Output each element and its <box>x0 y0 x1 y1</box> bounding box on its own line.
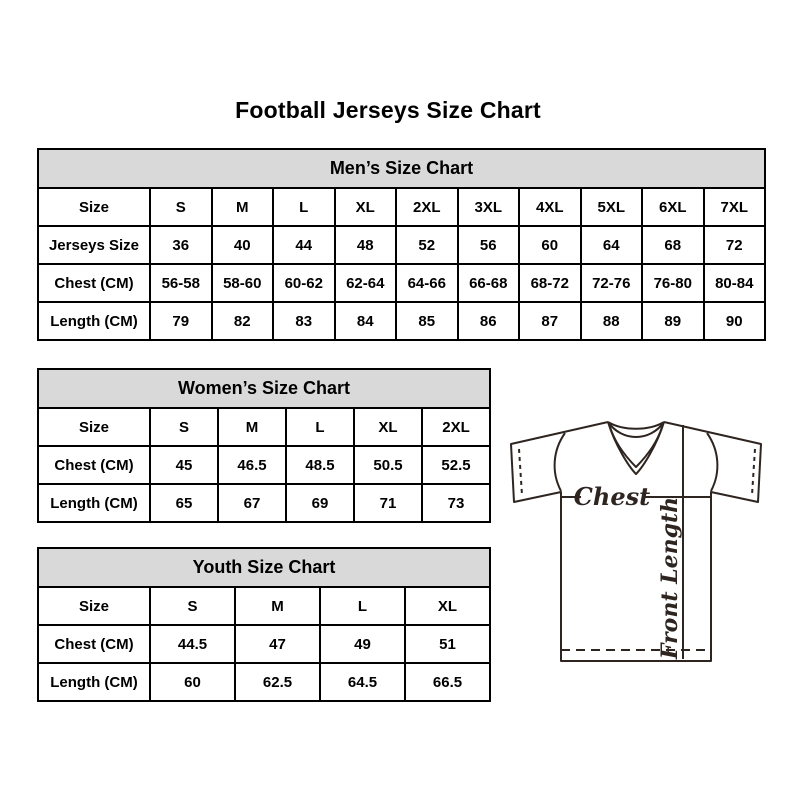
table-row <box>38 226 765 264</box>
value-cell: 47 <box>235 625 320 663</box>
value-cell: 64.5 <box>320 663 405 701</box>
value-cell: M <box>235 587 320 625</box>
value-cell: 58-60 <box>212 264 274 302</box>
value-cell: 76-80 <box>642 264 704 302</box>
value-cell: 71 <box>354 484 422 522</box>
value-cell: 56 <box>458 226 520 264</box>
value-cell: 48 <box>335 226 397 264</box>
left-armhole-seam <box>555 433 565 491</box>
value-cell: 84 <box>335 302 397 340</box>
value-cell: 48.5 <box>286 446 354 484</box>
youth-table-title: Youth Size Chart <box>38 548 490 587</box>
jersey-outline <box>511 422 761 661</box>
value-cell: S <box>150 188 212 226</box>
chest-measure-label: Chest <box>573 482 651 511</box>
value-cell: 6XL <box>642 188 704 226</box>
right-cuff-stitch-line <box>752 449 755 495</box>
table-row <box>38 408 490 446</box>
value-cell: 7XL <box>704 188 766 226</box>
value-cell: 52.5 <box>422 446 490 484</box>
value-cell: 60-62 <box>273 264 335 302</box>
value-cell: L <box>273 188 335 226</box>
left-cuff-stitch-line <box>519 449 522 495</box>
value-cell: 64 <box>581 226 643 264</box>
value-cell: 67 <box>218 484 286 522</box>
table-row <box>38 663 490 701</box>
value-cell: 2XL <box>396 188 458 226</box>
row-label-cell: Size <box>38 188 150 226</box>
value-cell: 68-72 <box>519 264 581 302</box>
table-row <box>38 484 490 522</box>
value-cell: 85 <box>396 302 458 340</box>
value-cell: 52 <box>396 226 458 264</box>
collar-back-arc <box>608 422 664 429</box>
value-cell: 36 <box>150 226 212 264</box>
value-cell: XL <box>405 587 490 625</box>
row-label-cell: Chest (CM) <box>38 264 150 302</box>
value-cell: 46.5 <box>218 446 286 484</box>
row-label-cell: Size <box>38 408 150 446</box>
value-cell: 44 <box>273 226 335 264</box>
value-cell: 62.5 <box>235 663 320 701</box>
value-cell: 83 <box>273 302 335 340</box>
value-cell: 90 <box>704 302 766 340</box>
youth-size-table <box>37 547 491 702</box>
value-cell: 51 <box>405 625 490 663</box>
value-cell: 72-76 <box>581 264 643 302</box>
value-cell: 82 <box>212 302 274 340</box>
value-cell: 89 <box>642 302 704 340</box>
jersey-measurement-diagram <box>503 410 771 668</box>
row-label-cell: Size <box>38 587 150 625</box>
value-cell: XL <box>335 188 397 226</box>
row-label-cell: Length (CM) <box>38 663 150 701</box>
table-row <box>38 188 765 226</box>
value-cell: 80-84 <box>704 264 766 302</box>
table-row <box>38 625 490 663</box>
value-cell: 66.5 <box>405 663 490 701</box>
mens-table-title: Men’s Size Chart <box>38 149 765 188</box>
value-cell: S <box>150 408 218 446</box>
row-label-cell: Length (CM) <box>38 302 150 340</box>
value-cell: 65 <box>150 484 218 522</box>
value-cell: 66-68 <box>458 264 520 302</box>
row-label-cell: Chest (CM) <box>38 625 150 663</box>
right-armhole-seam <box>707 433 717 491</box>
value-cell: 60 <box>519 226 581 264</box>
value-cell: M <box>218 408 286 446</box>
table-row <box>38 302 765 340</box>
table-row <box>38 446 490 484</box>
value-cell: 49 <box>320 625 405 663</box>
value-cell: 4XL <box>519 188 581 226</box>
value-cell: 3XL <box>458 188 520 226</box>
value-cell: XL <box>354 408 422 446</box>
value-cell: 72 <box>704 226 766 264</box>
table-row <box>38 587 490 625</box>
value-cell: 5XL <box>581 188 643 226</box>
womens-table-title: Women’s Size Chart <box>38 369 490 408</box>
womens-size-table <box>37 368 491 523</box>
value-cell: 73 <box>422 484 490 522</box>
row-label-cell: Chest (CM) <box>38 446 150 484</box>
value-cell: 62-64 <box>335 264 397 302</box>
table-row <box>38 264 765 302</box>
value-cell: 40 <box>212 226 274 264</box>
value-cell: 86 <box>458 302 520 340</box>
front-length-measure-label: Front Length <box>657 496 683 660</box>
value-cell: 69 <box>286 484 354 522</box>
value-cell: 60 <box>150 663 235 701</box>
value-cell: 79 <box>150 302 212 340</box>
value-cell: 45 <box>150 446 218 484</box>
value-cell: 56-58 <box>150 264 212 302</box>
value-cell: M <box>212 188 274 226</box>
value-cell: 87 <box>519 302 581 340</box>
value-cell: 88 <box>581 302 643 340</box>
row-label-cell: Length (CM) <box>38 484 150 522</box>
value-cell: L <box>320 587 405 625</box>
row-label-cell: Jerseys Size <box>38 226 150 264</box>
value-cell: 2XL <box>422 408 490 446</box>
page-title: Football Jerseys Size Chart <box>235 97 541 123</box>
value-cell: L <box>286 408 354 446</box>
value-cell: 68 <box>642 226 704 264</box>
value-cell: 64-66 <box>396 264 458 302</box>
mens-size-table <box>37 148 766 341</box>
value-cell: S <box>150 587 235 625</box>
value-cell: 50.5 <box>354 446 422 484</box>
value-cell: 44.5 <box>150 625 235 663</box>
